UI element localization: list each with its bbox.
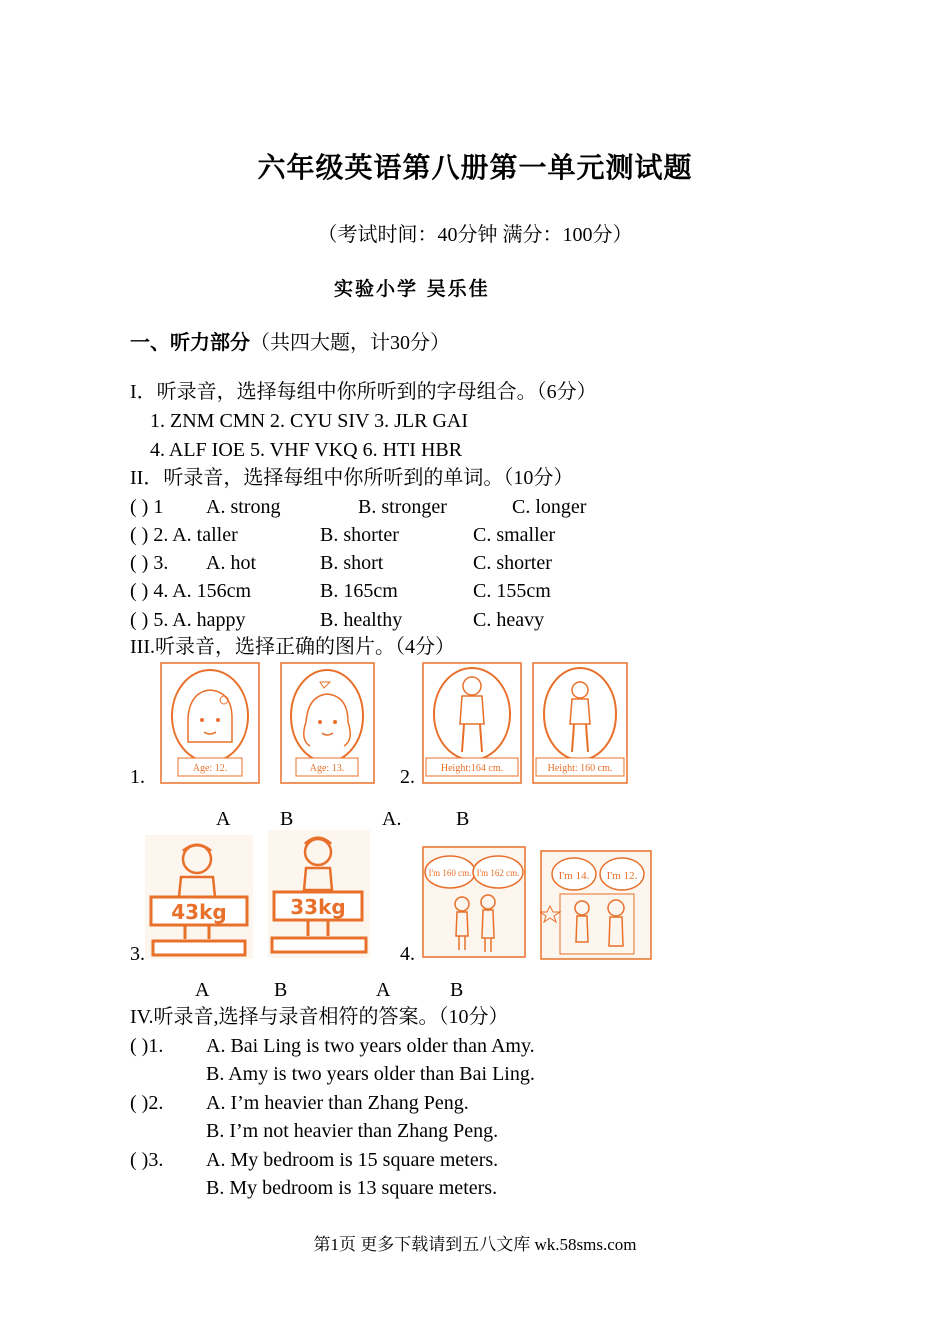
part4-item1-num: ( )1. — [130, 1035, 164, 1057]
age12-text: Age: 12. — [192, 763, 228, 774]
picture-2b[interactable] — [532, 662, 628, 784]
row2-label-b: B — [274, 979, 288, 1001]
w43-text: 43kg — [171, 900, 227, 924]
row2-label-a: A — [195, 979, 210, 1001]
part2-item1-b: B. stronger — [358, 496, 447, 518]
picture-1b[interactable] — [280, 662, 375, 784]
part2-item3-b: B. short — [320, 552, 384, 574]
picture-3b[interactable] — [268, 830, 370, 958]
part2-item2-num: ( ) 2. A. taller — [130, 524, 238, 546]
b162-text: I'm 162 cm. — [476, 868, 520, 878]
picture-4b[interactable] — [540, 850, 652, 960]
b160-text: I'm 160 cm. — [428, 868, 472, 878]
exam-info: （考试时间：40分钟 满分：100分） — [317, 224, 633, 246]
part2-item5-b: B. healthy — [320, 609, 403, 631]
picture-4a[interactable] — [422, 846, 526, 958]
part2-item1-c: C. longer — [512, 496, 587, 518]
picture-3a[interactable] — [145, 835, 253, 959]
part2-item2-b: B. shorter — [320, 524, 399, 546]
part3-heading: III.听录音，选择正确的图片。（4分） — [130, 636, 455, 658]
part4-item1-a: A. Bai Ling is two years older than Amy. — [206, 1035, 535, 1057]
h164-text: Height:164 cm. — [440, 763, 504, 774]
w33-text: 33kg — [290, 895, 346, 919]
part2-item3-a: A. hot — [206, 552, 256, 574]
q1-label: 1. — [130, 766, 145, 788]
part2-item3-c: C. shorter — [473, 552, 552, 574]
picture-2a[interactable] — [422, 662, 522, 784]
picture-1a[interactable] — [160, 662, 260, 784]
row1-label-a: A — [216, 808, 231, 830]
section-title: 一、听力部分 — [130, 330, 250, 354]
part2-item1-a: A. strong — [206, 496, 281, 518]
q3-label: 3. — [130, 943, 145, 965]
part2-item3-num: ( ) 3. — [130, 552, 169, 574]
part2-item4-c: C. 155cm — [473, 580, 551, 602]
part1-heading: I．听录音，选择每组中你所听到的字母组合。（6分） — [130, 381, 597, 403]
b12-text: I'm 12. — [606, 870, 638, 882]
row2-label-b2: B — [450, 979, 464, 1001]
part4-item3-a: A. My bedroom is 15 square meters. — [206, 1149, 499, 1171]
part4-item2-a: A. I’m heavier than Zhang Peng. — [206, 1092, 469, 1114]
part4-item3-b: B. My bedroom is 13 square meters. — [206, 1177, 498, 1199]
part1-row2: 4. ALF IOE 5. VHF VKQ 6. HTI HBR — [150, 439, 463, 461]
part2-item1-num: ( ) 1 — [130, 496, 164, 518]
part4-item3-num: ( )3. — [130, 1149, 164, 1171]
row1-label-b: B — [280, 808, 294, 830]
page-title: 六年级英语第八册第一单元测试题 — [257, 151, 693, 184]
part4-item2-num: ( )2. — [130, 1092, 164, 1114]
age13-text: Age: 13. — [309, 763, 345, 774]
part2-item4-num: ( ) 4. A. 156cm — [130, 580, 252, 602]
h160-text: Height: 160 cm. — [547, 763, 613, 774]
row2-label-a2: A — [376, 979, 391, 1001]
part2-item2-c: C. smaller — [473, 524, 556, 546]
page-footer: 第1页 更多下载请到五八文库 wk.58sms.com — [313, 1235, 637, 1254]
part2-heading: II．听录音，选择每组中你所听到的单词。（10分） — [130, 467, 574, 489]
section-heading — [130, 326, 450, 355]
part4-heading: IV.听录音,选择与录音相符的答案。（10分） — [130, 1006, 509, 1028]
part4-item2-b: B. I’m not heavier than Zhang Peng. — [206, 1120, 499, 1142]
author: 实验小学 吴乐佳 — [334, 278, 490, 300]
part2-item4-b: B. 165cm — [320, 580, 398, 602]
row1-label-a2: A. — [382, 808, 402, 830]
part4-item1-b: B. Amy is two years older than Bai Ling. — [206, 1063, 535, 1085]
q4-label: 4. — [400, 943, 415, 965]
section-note: （共四大题，计30分） — [250, 332, 450, 354]
part2-item5-num: ( ) 5. A. happy — [130, 609, 246, 631]
part1-row1: 1. ZNM CMN 2. CYU SIV 3. JLR GAI — [150, 410, 468, 432]
b14-text: I'm 14. — [558, 870, 590, 882]
part2-item5-c: C. heavy — [473, 609, 545, 631]
q2-label: 2. — [400, 766, 415, 788]
row1-label-b2: B — [456, 808, 470, 830]
